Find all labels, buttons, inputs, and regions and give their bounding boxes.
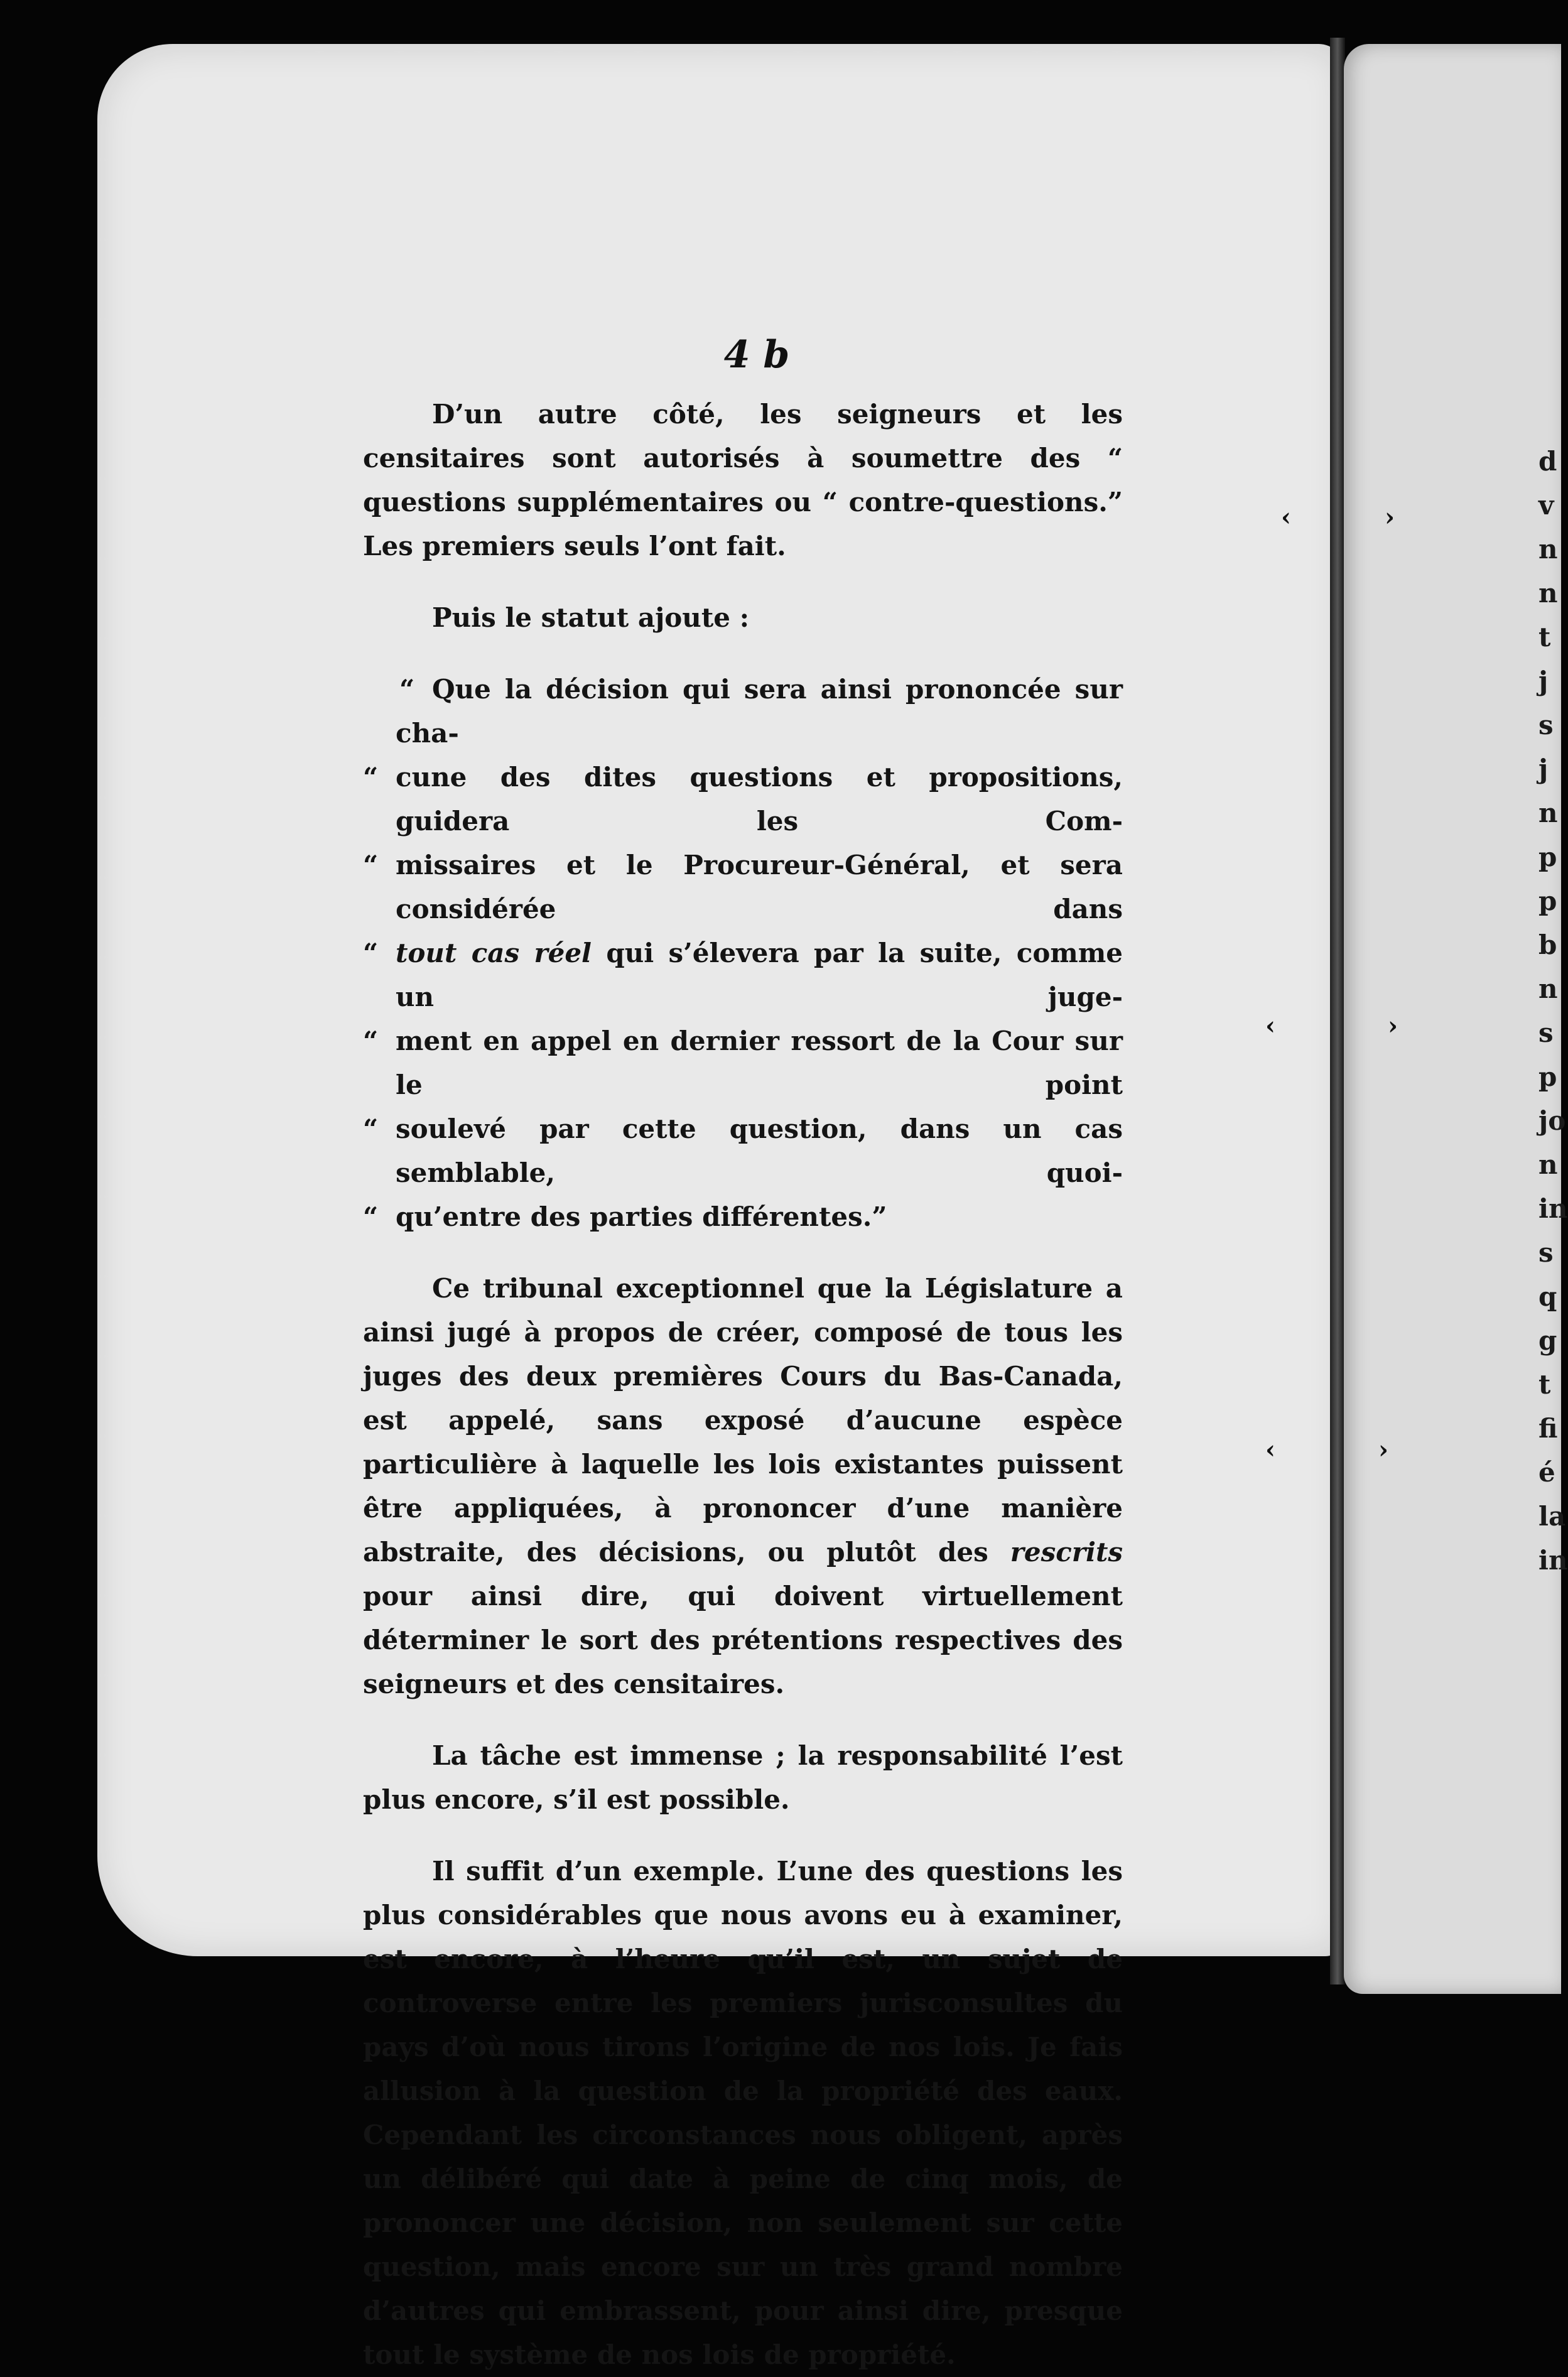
book-gutter (1330, 38, 1345, 1984)
facing-page-text (1538, 440, 1568, 1583)
paragraph-seigneurs: D’un autre côté, les seigneurs et les censitaires sont autorisés à soumettre des “ questions supplémentaires ou “ contre-questions.” Les premiers seuls l’ont fait. (363, 399, 1123, 561)
emphasis-tout-cas-reel: tout cas réel (396, 938, 592, 968)
quote-line: “ soulevé par cette question, dans un cas semblable, quoi- (363, 1113, 1123, 1188)
facing-page-fragment: s (1538, 1237, 1554, 1268)
page-number: 4 b (723, 333, 790, 377)
facing-page-fragment: in (1538, 1193, 1568, 1224)
facing-page-fragment: j (1538, 754, 1549, 784)
quote-line: “ ment en appel en dernier ressort de la Cour sur le point (363, 1026, 1123, 1100)
facing-page-fragment: n (1538, 973, 1558, 1004)
facing-page-fragment: g (1538, 1325, 1557, 1356)
facing-page-fragment: n (1538, 798, 1558, 828)
quote-line: “ tout cas réel qui s’élevera par la suite, comme un juge- (363, 938, 1123, 1012)
facing-page-fragment: fi (1538, 1413, 1558, 1444)
paragraph-exemple: Il suffit d’un exemple. L’une des questions les plus considérables que nous avons eu à examiner, est encore, à l’heure qu’il est, un sujet de controverse entre les premiers jurisconsultes du pays d’où nous tirons l’origine de nos lois. Je fais allusion à la question de la propriété des eaux. Cependant les circonstances nous obligent, après un délibéré qui date à peine de cinq mois, de prononcer une décision, non seulement sur cette question, mais encore sur un très grand nombre d’autres qui embrassent, pour ainsi dire, presque tout le système de nos lois de propriété. (363, 1856, 1123, 2370)
facing-page-fragment: j (1538, 666, 1549, 696)
facing-page-fragment: t (1538, 622, 1551, 652)
margin-mark: › (1385, 502, 1395, 532)
facing-page-fragment: p (1538, 842, 1557, 872)
facing-page-fragment: v (1538, 490, 1554, 521)
paragraph-tache: La tâche est immense ; la responsabilité l’est plus encore, s’il est possible. (363, 1740, 1123, 1815)
facing-page-fragment: n (1538, 1149, 1558, 1180)
emphasis-rescrits: rescrits (1010, 1537, 1123, 1568)
quote-line: “ missaires et le Procureur-Général, et sera considérée dans (363, 850, 1123, 924)
facing-page-fragment: jo (1538, 1105, 1566, 1136)
facing-page-fragment: n (1538, 534, 1558, 565)
facing-page-fragment: t (1538, 1369, 1551, 1400)
margin-mark: ‹ (1265, 1435, 1275, 1465)
facing-page (1344, 44, 1568, 1994)
facing-page-fragment: n (1538, 578, 1558, 609)
statute-quote (363, 668, 1123, 1239)
paragraph-statut: Puis le statut ajoute : (432, 602, 750, 633)
facing-page-fragment: s (1538, 1017, 1554, 1048)
facing-page-fragment: é (1538, 1457, 1555, 1488)
facing-page-fragment: p (1538, 1061, 1557, 1092)
quote-line: “ Que la décision qui sera ainsi prononcée sur cha- (396, 674, 1123, 749)
page-body (363, 393, 1123, 2377)
margin-mark: › (1378, 1435, 1388, 1465)
margin-mark: ‹ (1265, 1011, 1275, 1041)
facing-page-fragment: in (1538, 1545, 1568, 1576)
facing-page-fragment: d (1538, 446, 1557, 477)
quote-line: “ cune des dites questions et propositions, guidera les Com- (363, 762, 1123, 837)
paragraph-tribunal: Ce tribunal exceptionnel que la Législature a ainsi jugé à propos de créer, composé de tous les juges des deux premières Cours du Bas-Canada, est appelé, sans exposé d’aucune espèce particulière à laquelle les lois existantes puissent être appliquées, à prononcer d’une manière abstraite, des décisions, ou plutôt des rescrits pour ainsi dire, qui doivent virtuellement déterminer le sort des prétentions respectives des seigneurs et des censitaires. (363, 1273, 1123, 1699)
margin-mark: › (1388, 1011, 1398, 1041)
facing-page-fragment: s (1538, 710, 1554, 740)
facing-page-fragment: p (1538, 885, 1557, 916)
quote-line: “ qu’entre des parties différentes.” (363, 1201, 887, 1232)
facing-page-fragment: q (1538, 1281, 1557, 1312)
margin-mark: ‹ (1281, 502, 1291, 532)
facing-page-fragment: la (1538, 1501, 1566, 1532)
facing-page-fragment: b (1538, 929, 1557, 960)
